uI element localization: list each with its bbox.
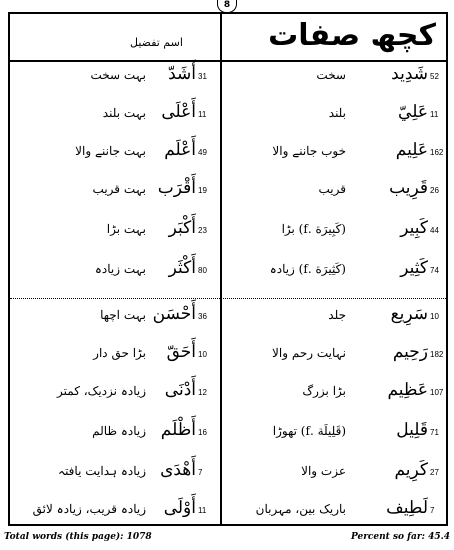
arabic-word: أَكْبَر — [168, 218, 196, 238]
table-row — [222, 138, 450, 168]
occurrence-count: 11 — [430, 110, 439, 119]
word-meaning: بہت جاننے والا — [75, 144, 146, 158]
occurrence-count: 44 — [430, 226, 439, 235]
word-meaning: زیادہ ظالم — [92, 424, 146, 438]
vocabulary-table — [8, 12, 448, 526]
occurrence-count: 31 — [198, 72, 207, 81]
table-row — [222, 496, 450, 526]
arabic-word: كَثِير — [400, 258, 428, 278]
occurrence-count: 49 — [198, 148, 207, 157]
word-meaning: بہت بڑا — [106, 222, 146, 236]
word-meaning: قریب — [318, 182, 346, 196]
occurrence-count: 182 — [430, 350, 444, 359]
arabic-word: أَعْلَم — [164, 140, 196, 160]
occurrence-count: 107 — [430, 388, 444, 397]
word-meaning: بڑا حق دار — [93, 346, 146, 360]
table-row — [10, 378, 220, 408]
arabic-word: كَبِير — [400, 218, 428, 238]
table-row — [222, 216, 450, 246]
word-meaning: جلد — [328, 308, 346, 322]
occurrence-count: 52 — [430, 72, 439, 81]
occurrence-count: 80 — [198, 266, 207, 275]
table-row — [10, 418, 220, 448]
occurrence-count: 10 — [430, 312, 439, 321]
word-meaning: نہایت رحم والا — [272, 346, 346, 360]
table-row — [10, 62, 220, 92]
arabic-word: أَعْلَى — [161, 102, 196, 122]
percent-so-far: Percent so far: 45.4 — [350, 532, 450, 542]
arabic-word: كَرِيم — [394, 460, 428, 480]
word-meaning: خوب جاننے والا — [272, 144, 346, 158]
arabic-word: قَرِيب — [389, 178, 428, 198]
occurrence-count: 7 — [430, 506, 435, 515]
occurrence-count: 162 — [430, 148, 444, 157]
arabic-word: سَرِيع — [390, 304, 428, 324]
occurrence-count: 7 — [198, 468, 203, 477]
word-meaning: بہت قریب — [92, 182, 146, 196]
table-row — [222, 256, 450, 286]
occurrence-count: 74 — [430, 266, 439, 275]
occurrence-count: 71 — [430, 428, 439, 437]
table-row — [10, 176, 220, 206]
occurrence-count: 19 — [198, 186, 207, 195]
arabic-word: عَظِيم — [387, 380, 428, 400]
word-meaning: بہت زیادہ — [94, 262, 146, 276]
occurrence-count: 11 — [198, 110, 207, 119]
table-row — [10, 256, 220, 286]
arabic-word: شَدِید — [391, 64, 428, 84]
page-title: کچھ صفات — [268, 18, 436, 53]
section-divider — [10, 298, 446, 299]
table-row — [10, 302, 220, 332]
table-row — [222, 100, 450, 130]
table-row — [10, 138, 220, 168]
table-row — [222, 302, 450, 332]
occurrence-count: 26 — [430, 186, 439, 195]
occurrence-count: 16 — [198, 428, 207, 437]
arabic-word: رَحِيم — [392, 342, 428, 362]
word-meaning: باریک بین، مہربان — [255, 502, 346, 516]
arabic-word: أَظْلَم — [160, 420, 196, 440]
word-meaning: بہت بلند — [102, 106, 146, 120]
arabic-word: قَلِيل — [396, 420, 428, 440]
word-meaning: زیادہ قریب، زیادہ لائق — [32, 502, 146, 516]
arabic-word: أَحَقّ — [166, 342, 196, 362]
word-meaning: زیادہ ہدایت یافتہ — [58, 464, 146, 478]
word-meaning: بلند — [328, 106, 346, 120]
table-row — [222, 176, 450, 206]
arabic-word: عَلِيّ — [398, 102, 428, 122]
arabic-word: أَكْثَر — [168, 258, 196, 278]
word-meaning: بہت سخت — [90, 68, 146, 82]
occurrence-count: 36 — [198, 312, 207, 321]
word-meaning: عزت والا — [301, 464, 346, 478]
occurrence-count: 27 — [430, 468, 439, 477]
column-subtitle: اسم تفضیل — [130, 36, 183, 49]
table-row — [222, 62, 450, 92]
arabic-word: أَحْسَن — [152, 304, 196, 324]
arabic-word: لَطِيف — [386, 498, 428, 518]
arabic-word: أَهْدَى — [160, 460, 196, 480]
occurrence-count: 10 — [198, 350, 207, 359]
word-meaning: زیادہ نزدیک، کمتر — [57, 384, 146, 398]
page-number: 8 — [217, 0, 237, 13]
table-row — [222, 378, 450, 408]
table-row — [10, 100, 220, 130]
table-row — [10, 496, 220, 526]
table-row — [222, 340, 450, 370]
table-row — [222, 418, 450, 448]
word-meaning: (كَبِيرَة .f) بڑا — [281, 222, 346, 236]
table-row — [10, 340, 220, 370]
occurrence-count: 23 — [198, 226, 207, 235]
occurrence-count: 11 — [198, 506, 207, 515]
total-words: Total words (this page): 1078 — [4, 532, 152, 542]
arabic-word: عَلِيم — [395, 140, 428, 160]
word-meaning: (قَلِيلَة .f) تھوڑا — [272, 424, 346, 438]
arabic-word: أَقْرَب — [157, 178, 196, 198]
word-meaning: بڑا بزرگ — [302, 384, 346, 398]
table-row — [222, 458, 450, 488]
word-meaning: (كَثِيرَة .f) زیادہ — [269, 262, 346, 276]
arabic-word: أَوْلَى — [163, 498, 196, 518]
word-meaning: سخت — [316, 68, 346, 82]
arabic-word: أَشَدّ — [168, 64, 196, 84]
occurrence-count: 12 — [198, 388, 207, 397]
word-meaning: بہت اچھا — [100, 308, 146, 322]
table-row — [10, 458, 220, 488]
arabic-word: أَدْنَى — [164, 380, 196, 400]
table-row — [10, 216, 220, 246]
